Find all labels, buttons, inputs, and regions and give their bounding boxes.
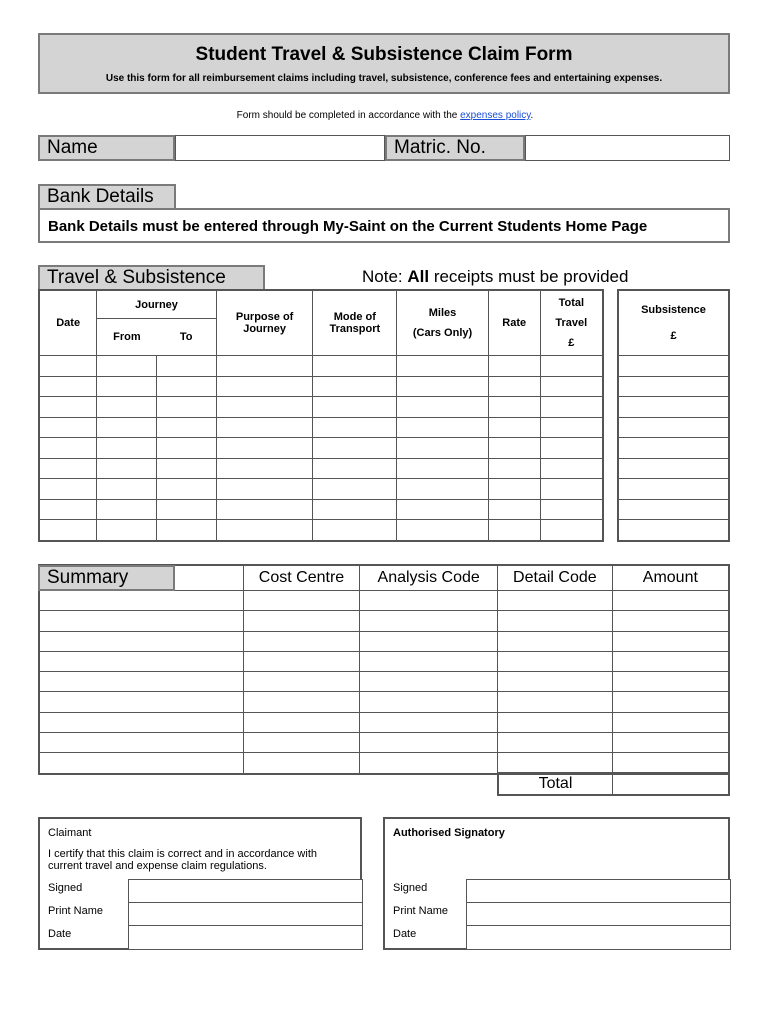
travel-cell[interactable] bbox=[39, 356, 97, 377]
header-total-label: Total bbox=[558, 297, 585, 309]
summary-cell[interactable] bbox=[39, 591, 243, 611]
expenses-policy-link[interactable]: expenses policy bbox=[460, 110, 531, 121]
summary-cell[interactable] bbox=[39, 651, 243, 671]
travel-cell[interactable] bbox=[157, 397, 217, 418]
subsistence-row bbox=[618, 458, 729, 479]
header-rate: Rate bbox=[488, 290, 540, 356]
authorised-date-field[interactable] bbox=[466, 925, 731, 950]
summary-cell[interactable] bbox=[360, 672, 498, 692]
policy-prefix: Form should be completed in accordance with the bbox=[236, 110, 461, 121]
subsistence-cell[interactable] bbox=[618, 417, 729, 438]
subsistence-row bbox=[618, 520, 729, 541]
summary-row bbox=[39, 631, 729, 651]
travel-cell[interactable] bbox=[39, 438, 97, 459]
travel-cell[interactable] bbox=[397, 520, 489, 541]
claimant-date-label: Date bbox=[48, 928, 72, 940]
form-header bbox=[38, 33, 730, 94]
summary-cell[interactable] bbox=[612, 651, 729, 671]
travel-cell[interactable] bbox=[216, 438, 313, 459]
summary-cell[interactable] bbox=[243, 611, 360, 631]
authorised-print-name-field[interactable] bbox=[466, 902, 731, 927]
travel-cell[interactable] bbox=[157, 479, 217, 500]
bank-details-label: Bank Details bbox=[38, 184, 176, 210]
summary-cell[interactable] bbox=[498, 733, 613, 753]
note-prefix: Note: bbox=[362, 267, 408, 286]
summary-cell[interactable] bbox=[243, 753, 360, 774]
summary-cell[interactable] bbox=[39, 753, 243, 774]
summary-row bbox=[39, 733, 729, 753]
summary-cell[interactable] bbox=[612, 712, 729, 732]
travel-cell[interactable] bbox=[157, 376, 217, 397]
summary-cell[interactable] bbox=[243, 712, 360, 732]
header-travel-pound: £ bbox=[568, 337, 575, 349]
summary-cell[interactable] bbox=[498, 591, 613, 611]
subsistence-cell[interactable] bbox=[618, 479, 729, 500]
travel-cell[interactable] bbox=[313, 458, 397, 479]
travel-cell[interactable] bbox=[39, 397, 97, 418]
travel-cell[interactable] bbox=[540, 376, 603, 397]
travel-cell[interactable] bbox=[397, 397, 489, 418]
summary-cell[interactable] bbox=[498, 692, 613, 712]
form-title: Student Travel & Subsistence Claim Form bbox=[195, 44, 573, 65]
travel-cell[interactable] bbox=[216, 397, 313, 418]
header-analysis-code: Analysis Code bbox=[360, 565, 498, 591]
name-label: Name bbox=[38, 135, 175, 161]
travel-cell[interactable] bbox=[39, 499, 97, 520]
summary-table bbox=[38, 564, 730, 775]
summary-cell[interactable] bbox=[498, 651, 613, 671]
claimant-certify-text: I certify that this claim is correct and in accordance with current travel and expense claim regulations. bbox=[48, 848, 317, 872]
travel-cell[interactable] bbox=[540, 479, 603, 500]
summary-cell[interactable] bbox=[39, 733, 243, 753]
summary-cell[interactable] bbox=[612, 591, 729, 611]
subsistence-table bbox=[617, 289, 730, 542]
travel-cell[interactable] bbox=[488, 438, 540, 459]
travel-cell[interactable] bbox=[540, 458, 603, 479]
summary-cell[interactable] bbox=[243, 672, 360, 692]
travel-cell[interactable] bbox=[397, 376, 489, 397]
summary-cell[interactable] bbox=[612, 753, 729, 774]
summary-cell[interactable] bbox=[243, 631, 360, 651]
claimant-signed-label: Signed bbox=[48, 882, 83, 894]
travel-cell[interactable] bbox=[313, 499, 397, 520]
subsistence-cell[interactable] bbox=[618, 376, 729, 397]
note-suffix: receipts must be provided bbox=[429, 267, 629, 286]
summary-cell[interactable] bbox=[612, 631, 729, 651]
travel-cell[interactable] bbox=[97, 356, 157, 377]
header-total-travel bbox=[540, 290, 603, 356]
authorised-title: Authorised Signatory bbox=[393, 827, 505, 839]
travel-cell[interactable] bbox=[39, 417, 97, 438]
subsistence-row bbox=[618, 356, 729, 377]
header-miles bbox=[397, 290, 489, 356]
summary-row bbox=[39, 651, 729, 671]
travel-cell[interactable] bbox=[39, 376, 97, 397]
travel-cell[interactable] bbox=[313, 417, 397, 438]
travel-cell[interactable] bbox=[97, 458, 157, 479]
summary-cell[interactable] bbox=[243, 591, 360, 611]
summary-cell[interactable] bbox=[498, 672, 613, 692]
travel-cell[interactable] bbox=[488, 356, 540, 377]
subsistence-cell[interactable] bbox=[618, 397, 729, 418]
total-table bbox=[497, 772, 730, 796]
authorised-signatory-box bbox=[383, 817, 730, 950]
travel-cell[interactable] bbox=[97, 438, 157, 459]
travel-cell[interactable] bbox=[39, 520, 97, 541]
authorised-signed-label: Signed bbox=[393, 882, 428, 894]
travel-cell[interactable] bbox=[216, 479, 313, 500]
travel-cell[interactable] bbox=[313, 376, 397, 397]
travel-cell[interactable] bbox=[540, 417, 603, 438]
travel-cell[interactable] bbox=[397, 356, 489, 377]
summary-cell[interactable] bbox=[612, 733, 729, 753]
summary-label: Summary bbox=[38, 565, 175, 591]
travel-row bbox=[39, 438, 603, 459]
travel-cell[interactable] bbox=[313, 356, 397, 377]
travel-cell[interactable] bbox=[313, 438, 397, 459]
travel-cell[interactable] bbox=[97, 479, 157, 500]
matric-field[interactable] bbox=[525, 135, 730, 161]
summary-row bbox=[39, 611, 729, 631]
travel-cell[interactable] bbox=[540, 397, 603, 418]
summary-cell[interactable] bbox=[243, 692, 360, 712]
header-travel-label: Travel bbox=[555, 317, 588, 329]
summary-cell[interactable] bbox=[498, 611, 613, 631]
summary-cell[interactable] bbox=[39, 692, 243, 712]
summary-cell[interactable] bbox=[612, 692, 729, 712]
travel-cell[interactable] bbox=[540, 356, 603, 377]
travel-cell[interactable] bbox=[216, 356, 313, 377]
subsistence-cell[interactable] bbox=[618, 458, 729, 479]
summary-cell[interactable] bbox=[612, 611, 729, 631]
travel-cell[interactable] bbox=[313, 520, 397, 541]
header-purpose: Purpose of Journey bbox=[216, 290, 313, 356]
summary-cell[interactable] bbox=[243, 651, 360, 671]
total-label: Total bbox=[498, 773, 612, 795]
policy-suffix: . bbox=[530, 110, 534, 121]
summary-cell[interactable] bbox=[39, 611, 243, 631]
claimant-box bbox=[38, 817, 362, 950]
travel-cell[interactable] bbox=[488, 458, 540, 479]
travel-cell[interactable] bbox=[488, 397, 540, 418]
travel-row bbox=[39, 458, 603, 479]
form-subtitle: Use this form for all reimbursement claims including travel, subsistence, conference fees and entertaining expenses. bbox=[105, 73, 663, 84]
summary-cell[interactable] bbox=[360, 651, 498, 671]
travel-cell[interactable] bbox=[97, 397, 157, 418]
summary-cell[interactable] bbox=[360, 631, 498, 651]
matric-label: Matric. No. bbox=[385, 135, 525, 161]
travel-cell[interactable] bbox=[488, 376, 540, 397]
header-miles-sub: (Cars Only) bbox=[412, 327, 473, 339]
summary-cell[interactable] bbox=[360, 692, 498, 712]
subsistence-cell[interactable] bbox=[618, 438, 729, 459]
summary-cell[interactable] bbox=[39, 631, 243, 651]
subsistence-row bbox=[618, 499, 729, 520]
note-bold: All bbox=[407, 267, 430, 286]
policy-note bbox=[0, 110, 770, 121]
travel-cell[interactable] bbox=[157, 438, 217, 459]
travel-cell[interactable] bbox=[488, 520, 540, 541]
header-subsistence-pound: £ bbox=[670, 330, 677, 342]
summary-row bbox=[39, 712, 729, 732]
bank-details-text: Bank Details must be entered through My-Saint on the Current Students Home Page bbox=[38, 208, 730, 243]
travel-cell[interactable] bbox=[157, 417, 217, 438]
summary-row bbox=[39, 672, 729, 692]
claimant-print-name-field[interactable] bbox=[128, 902, 363, 927]
header-subsistence-label: Subsistence bbox=[641, 304, 706, 316]
header-miles-label: Miles bbox=[428, 307, 457, 319]
name-field[interactable] bbox=[175, 135, 385, 161]
travel-cell[interactable] bbox=[216, 458, 313, 479]
travel-cell[interactable] bbox=[488, 499, 540, 520]
summary-row bbox=[39, 591, 729, 611]
header-detail-code: Detail Code bbox=[498, 565, 613, 591]
travel-cell[interactable] bbox=[540, 438, 603, 459]
subsistence-row bbox=[618, 397, 729, 418]
travel-cell[interactable] bbox=[97, 520, 157, 541]
summary-cell[interactable] bbox=[498, 753, 613, 774]
subsistence-row bbox=[618, 479, 729, 500]
travel-row bbox=[39, 376, 603, 397]
travel-cell[interactable] bbox=[216, 520, 313, 541]
travel-row bbox=[39, 520, 603, 541]
subsistence-cell[interactable] bbox=[618, 499, 729, 520]
summary-cell[interactable] bbox=[498, 712, 613, 732]
subsistence-row bbox=[618, 438, 729, 459]
header-to: To bbox=[157, 319, 217, 356]
travel-row bbox=[39, 397, 603, 418]
claimant-date-field[interactable] bbox=[128, 925, 363, 950]
summary-row bbox=[39, 753, 729, 774]
travel-cell[interactable] bbox=[313, 397, 397, 418]
header-mode: Mode of Transport bbox=[313, 290, 397, 356]
summary-cell[interactable] bbox=[39, 712, 243, 732]
travel-cell[interactable] bbox=[397, 458, 489, 479]
travel-cell[interactable] bbox=[39, 458, 97, 479]
claimant-print-name-label: Print Name bbox=[48, 905, 104, 917]
travel-cell[interactable] bbox=[157, 499, 217, 520]
summary-cell[interactable] bbox=[39, 672, 243, 692]
summary-cell[interactable] bbox=[360, 733, 498, 753]
header-date: Date bbox=[39, 290, 97, 356]
travel-cell[interactable] bbox=[397, 479, 489, 500]
summary-cell[interactable] bbox=[360, 591, 498, 611]
summary-cell[interactable] bbox=[498, 631, 613, 651]
travel-cell[interactable] bbox=[157, 356, 217, 377]
summary-cell[interactable] bbox=[360, 753, 498, 774]
summary-cell[interactable] bbox=[360, 611, 498, 631]
travel-cell[interactable] bbox=[397, 438, 489, 459]
summary-cell[interactable] bbox=[360, 712, 498, 732]
travel-cell[interactable] bbox=[540, 520, 603, 541]
header-amount: Amount bbox=[612, 565, 729, 591]
claimant-signed-field[interactable] bbox=[128, 879, 363, 904]
travel-cell[interactable] bbox=[313, 479, 397, 500]
authorised-print-name-label: Print Name bbox=[393, 905, 449, 917]
travel-row bbox=[39, 417, 603, 438]
total-field[interactable] bbox=[612, 773, 729, 795]
travel-cell[interactable] bbox=[216, 376, 313, 397]
travel-cell[interactable] bbox=[216, 417, 313, 438]
receipts-note bbox=[362, 267, 628, 287]
header-cost-centre: Cost Centre bbox=[243, 565, 360, 591]
header-from: From bbox=[97, 319, 157, 356]
authorised-signed-field[interactable] bbox=[466, 879, 731, 904]
travel-cell[interactable] bbox=[540, 499, 603, 520]
subsistence-row bbox=[618, 417, 729, 438]
claimant-title: Claimant bbox=[48, 827, 92, 839]
travel-table bbox=[38, 289, 604, 542]
travel-cell[interactable] bbox=[488, 417, 540, 438]
travel-row bbox=[39, 356, 603, 377]
travel-cell[interactable] bbox=[157, 458, 217, 479]
travel-cell[interactable] bbox=[216, 499, 313, 520]
travel-cell[interactable] bbox=[39, 479, 97, 500]
summary-cell[interactable] bbox=[243, 733, 360, 753]
travel-cell[interactable] bbox=[488, 479, 540, 500]
subsistence-row bbox=[618, 376, 729, 397]
travel-cell[interactable] bbox=[97, 376, 157, 397]
travel-cell[interactable] bbox=[397, 417, 489, 438]
authorised-date-label: Date bbox=[393, 928, 417, 940]
travel-row bbox=[39, 479, 603, 500]
header-journey: Journey bbox=[97, 290, 217, 319]
subsistence-cell[interactable] bbox=[618, 356, 729, 377]
subsistence-cell[interactable] bbox=[618, 520, 729, 541]
travel-cell[interactable] bbox=[157, 520, 217, 541]
travel-cell[interactable] bbox=[397, 499, 489, 520]
travel-cell[interactable] bbox=[97, 417, 157, 438]
travel-subsistence-label: Travel & Subsistence bbox=[38, 265, 265, 291]
summary-cell[interactable] bbox=[612, 672, 729, 692]
travel-row bbox=[39, 499, 603, 520]
header-subsistence bbox=[618, 290, 729, 356]
travel-cell[interactable] bbox=[97, 499, 157, 520]
summary-row bbox=[39, 692, 729, 712]
